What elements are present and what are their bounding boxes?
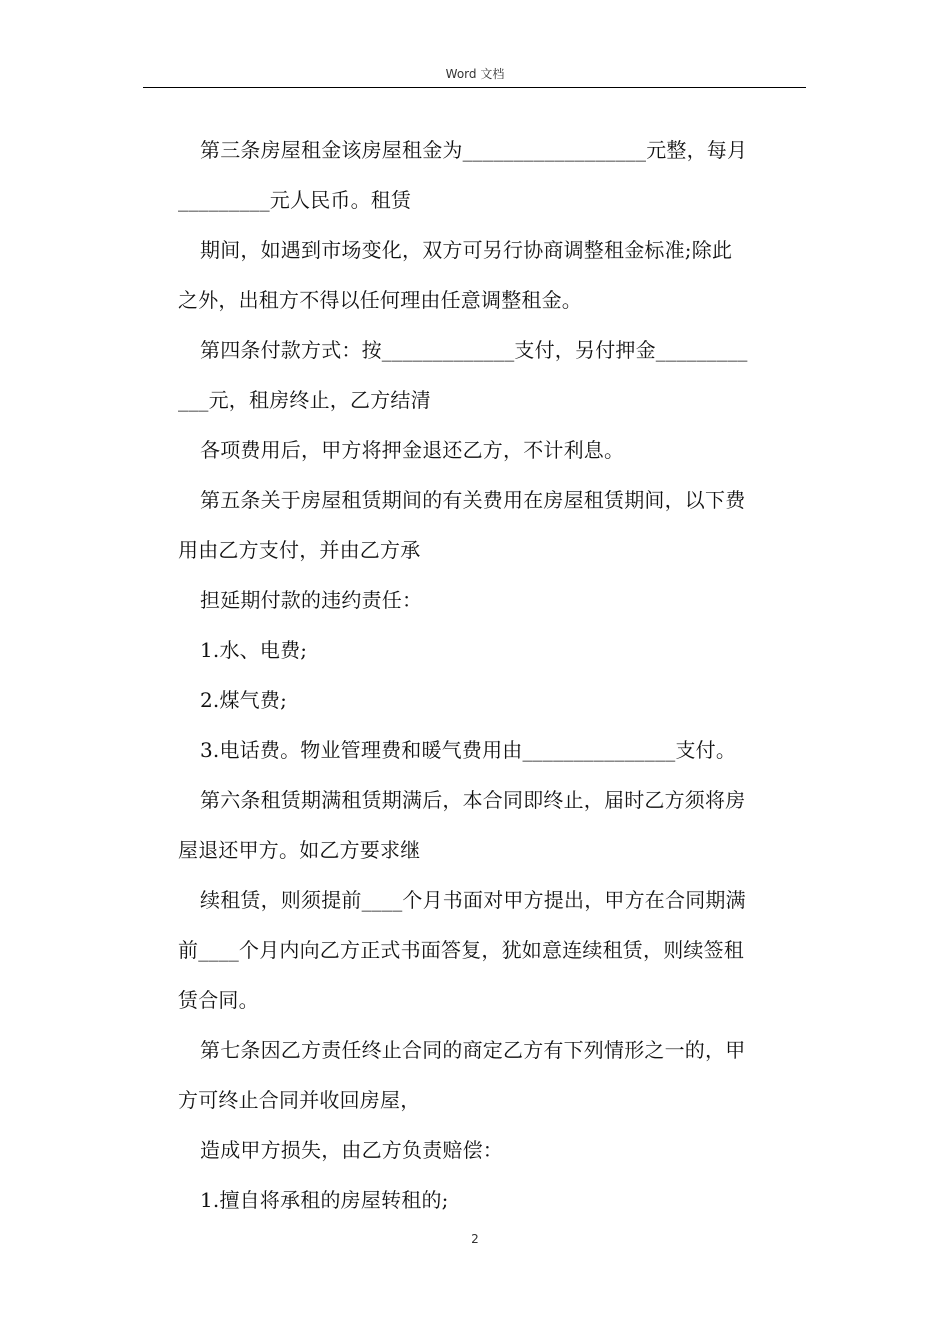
header-divider (143, 87, 806, 88)
paragraph-line: 之外，出租方不得以任何理由任意调整租金。 (178, 288, 582, 312)
paragraph-line: 各项费用后，甲方将押金退还乙方，不计利息。 (200, 438, 625, 462)
page-number: 2 (471, 1232, 479, 1246)
paragraph-line: ___元，租房终止，乙方结清 (178, 388, 431, 412)
paragraph-line: 第七条因乙方责任终止合同的商定乙方有下列情形之一的，甲 (200, 1038, 746, 1062)
paragraph-line: 方可终止合同并收回房屋， (178, 1088, 421, 1112)
paragraph-line: 造成甲方损失，由乙方负责赔偿： (200, 1138, 503, 1162)
list-item: 2.煤气费; (200, 688, 288, 712)
paragraph-line: 屋退还甲方。如乙方要求继 (178, 838, 421, 862)
list-item: 1.水、电费; (200, 638, 308, 662)
paragraph-line: 前____个月内向乙方正式书面答复，犹如意连续租赁，则续签租 (178, 938, 744, 962)
paragraph-line: 赁合同。 (178, 988, 259, 1012)
paragraph-line: _________元人民币。租赁 (178, 188, 412, 212)
paragraph-line: 担延期付款的违约责任： (200, 588, 423, 612)
list-item: 3.电话费。物业管理费和暖气费用由_______________支付。 (200, 738, 737, 762)
paragraph-line: 用由乙方支付，并由乙方承 (178, 538, 421, 562)
document-body (178, 125, 806, 1225)
paragraph-line: 期间，如遇到市场变化，双方可另行协商调整租金标准;除此 (200, 238, 733, 262)
paragraph-line: 第六条租赁期满租赁期满后，本合同即终止，届时乙方须将房 (200, 788, 746, 812)
paragraph-line: 续租赁，则须提前____个月书面对甲方提出，甲方在合同期满 (200, 888, 746, 912)
page-header: Word 文档 (445, 67, 505, 81)
paragraph-line: 第五条关于房屋租赁期间的有关费用在房屋租赁期间，以下费 (200, 488, 746, 512)
list-item: 1.擅自将承租的房屋转租的; (200, 1188, 449, 1212)
paragraph-line: 第四条付款方式：按_____________支付，另付押金_________ (200, 338, 748, 362)
paragraph-line: 第三条房屋租金该房屋租金为__________________元整，每月 (200, 138, 748, 162)
